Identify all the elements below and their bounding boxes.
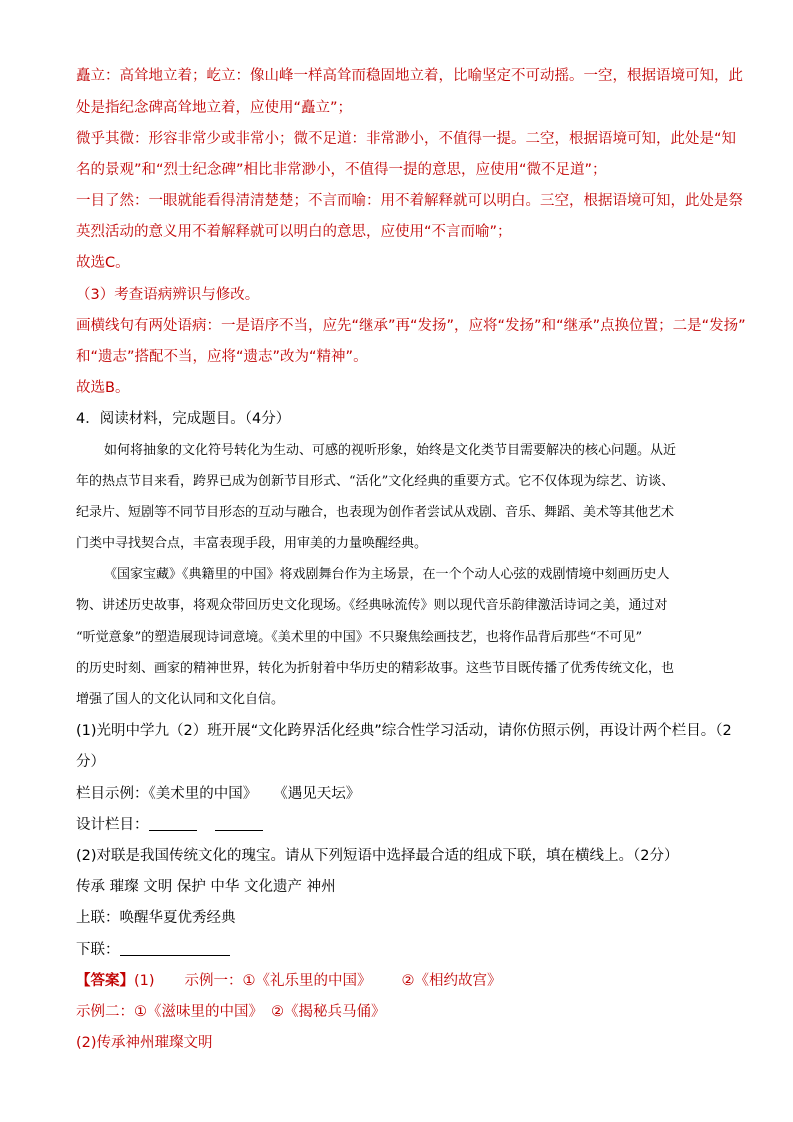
analysis-line-5: 一目了然：一眼就能看得清清楚楚；不言而喻：用不着解释就可以明白。三空，根据语境可知，此处是祭 <box>76 193 743 209</box>
lower-couplet-label: 下联： <box>76 942 120 958</box>
analysis-line-1: 矗立：高耸地立着；屹立：像山峰一样高耸而稳固地立着，比喻坚定不可动摇。一空，根据语境可知，此 <box>76 68 743 84</box>
example-one-b: ②《相约故宫》 <box>401 973 502 989</box>
passage-line-7: “听觉意象”的塑造展现诗词意境。《美术里的中国》不只聚焦绘画技艺，也将作品背后那些“不可见” <box>76 630 643 645</box>
analysis-line-3: 微乎其微：形容非常少或非常小；微不足道：非常渺小，不值得一提。二空，根据语境可知，此处是“知 <box>76 131 737 147</box>
passage-line-8: 的历史时刻、画家的精神世界，转化为折射着中华历史的精彩故事。这些节目既传播了优秀传统文化，也 <box>76 661 675 676</box>
example-two-b: ②《揭秘兵马俑》 <box>271 1004 386 1020</box>
passage-line-3: 纪录片、短剧等不同节目形态的互动与融合，也表现为创作者尝试从戏剧、音乐、舞蹈、美术等其他艺术 <box>76 505 675 520</box>
q1-line-2: 分） <box>76 754 105 770</box>
answer-row-1 <box>76 971 502 991</box>
analysis-line-10: 和“遗志”搭配不当，应将“遗志”改为“精神”。 <box>76 349 368 365</box>
analysis-line-9: 画横线句有两处语病：一是语序不当，应先“继承”再“发扬”，应将“发扬”和“继承”点换位置；二是“发扬” <box>76 318 746 334</box>
design-blank-2[interactable] <box>215 816 263 831</box>
passage-line-6: 物、讲述历史故事，将观众带回历史文化现场。《经典咏流传》则以现代音乐韵律激活诗词之美，通过对 <box>76 598 668 613</box>
q1-line-1: (1)光明中学九（2）班开展“文化跨界活化经典”综合性学习活动，请你仿照示例，再设计两个栏目。（2 <box>76 723 732 739</box>
analysis-line-11: 故选B。 <box>76 380 130 396</box>
passage-line-5: 《国家宝藏》《典籍里的中国》将戏剧舞台作为主场景，在一个个动人心弦的戏剧情境中刻画历史人 <box>104 567 670 582</box>
example-2: 《遇见天坛》 <box>273 786 361 802</box>
design-row <box>76 815 263 835</box>
example-row <box>76 784 360 804</box>
passage-line-9: 增强了国人的文化认同和文化自信。 <box>76 692 285 707</box>
lower-couplet-row <box>76 940 230 960</box>
analysis-line-6: 英烈活动的意义用不着解释就可以明白的意思，应使用“不言而喻”； <box>76 224 512 240</box>
answer-row-2 <box>76 1002 386 1022</box>
answer-2: (2)传承神州璀璨文明 <box>76 1035 213 1051</box>
design-label: 设计栏目： <box>76 817 149 833</box>
analysis-line-2: 处是指纪念碑高耸地立着，应使用“矗立”； <box>76 100 353 116</box>
example-label: 栏目示例： <box>76 786 149 802</box>
answer-1-prefix: (1) <box>134 973 155 989</box>
q2-line: (2)对联是我国传统文化的瑰宝。请从下列短语中选择最合适的组成下联，填在横线上。（2分） <box>76 848 679 864</box>
example-two-label: 示例二： <box>76 1004 134 1020</box>
answer-tag: 【答案】 <box>76 973 134 989</box>
example-1: 《美术里的中国》 <box>148 786 258 802</box>
example-one-a: ①《礼乐里的中国》 <box>242 973 372 989</box>
passage-line-2: 年的热点节目来看，跨界已成为创新节目形式、“活化”文化经典的重要方式。它不仅体现为综艺、访谈、 <box>76 474 675 489</box>
question-title: 4．阅读材料，完成题目。（4分） <box>76 411 291 427</box>
example-one-label: 示例一： <box>184 973 243 989</box>
analysis-line-7: 故选C。 <box>76 255 130 271</box>
passage-line-1: 如何将抽象的文化符号转化为生动、可感的视听形象，始终是文化类节目需要解决的核心问题。从近 <box>104 443 677 458</box>
upper-couplet: 上联：唤醒华夏优秀经典 <box>76 910 236 926</box>
lower-couplet-blank[interactable] <box>120 941 230 956</box>
phrase-list: 传承 璀璨 文明 保护 中华 文化遗产 神州 <box>76 879 336 895</box>
passage-line-4: 门类中寻找契合点，丰富表现手段，用审美的力量唤醒经典。 <box>76 536 428 551</box>
analysis-line-8: （3）考查语病辨识与修改。 <box>76 287 260 303</box>
analysis-line-4: 名的景观”和“烈士纪念碑”相比非常渺小，不值得一提的意思，应使用“微不足道”； <box>76 162 607 178</box>
design-blank-1[interactable] <box>149 816 197 831</box>
example-two-a: ①《滋味里的中国》 <box>134 1004 263 1020</box>
